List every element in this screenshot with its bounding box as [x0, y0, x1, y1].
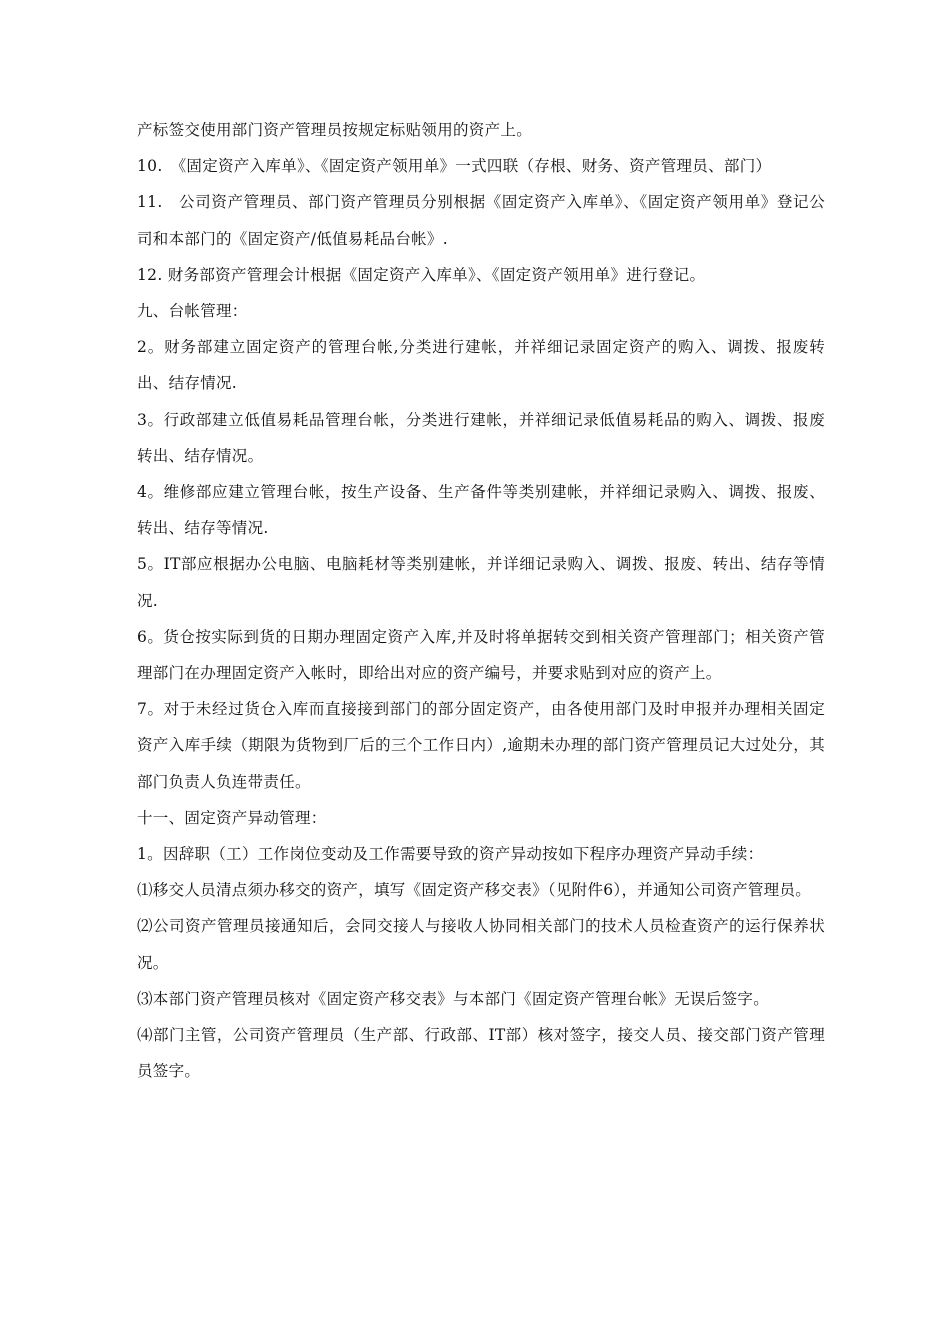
- paragraph-asset-label: 产标签交使用部门资产管理员按规定标贴领用的资产上。: [137, 121, 533, 139]
- paragraph-ledger-3: 3。行政部建立低值易耗品管理台帐，分类进行建帐，并祥细记录低值易耗品的购入、调拨、报废转出、结存情况。: [137, 410, 825, 465]
- section-heading-ledger: 九、台帐管理：: [137, 302, 248, 321]
- paragraph-item-11: 11. 公司资产管理员、部门资产管理员分别根据《固定资产入库单》、《固定资产领用单》登记公司和本部门的《固定资产/低值易耗品台帐》.: [137, 193, 825, 248]
- paragraph-ledger-7: 7。对于未经过货仓入库而直接接到部门的部分固定资产，由各使用部门及时申报并办理相关固定资产入库手续（期限为货物到厂后的三个工作日内）,逾期未办理的部门资产管理员记大过处分，其部门负责人负连带责任。: [137, 700, 825, 791]
- section-heading-asset-change: 十一、固定资产异动管理：: [137, 808, 327, 827]
- paragraph-change-step-4: ⑷部门主管，公司资产管理员（生产部、行政部、IT部）核对签字，接交人员、接交部门资产管理员签字。: [137, 1026, 825, 1081]
- paragraph-change-1: 1。因辞职（工）工作岗位变动及工作需要导致的资产异动按如下程序办理资产异动手续：: [137, 845, 764, 864]
- paragraph-change-step-2: ⑵公司资产管理员接通知后，会同交接人与接收人协同相关部门的技术人员检查资产的运行保养状况。: [137, 917, 825, 972]
- paragraph-change-step-3: ⑶本部门资产管理员核对《固定资产移交表》与本部门《固定资产管理台帐》无误后签字。: [137, 989, 770, 1008]
- paragraph-ledger-5: 5。IT部应根据办公电脑、电脑耗材等类别建帐，并详细记录购入、调拨、报废、转出、结存等情况.: [137, 555, 825, 610]
- paragraph-ledger-4: 4。维修部应建立管理台帐，按生产设备、生产备件等类别建帐，并祥细记录购入、调拨、报废、转出、结存等情况.: [137, 483, 825, 538]
- paragraph-item-10: 10. 《固定资产入库单》、《固定资产领用单》一式四联（存根、财务、资产管理员、部门）: [137, 157, 772, 176]
- paragraph-change-step-1: ⑴移交人员清点须办移交的资产，填写《固定资产移交表》（见附件6），并通知公司资产管理员。: [137, 881, 812, 900]
- document-body: [137, 112, 825, 1089]
- paragraph-ledger-2: 2。财务部建立固定资产的管理台帐,分类进行建帐，并祥细记录固定资产的购入、调拨、报废转出、结存情况.: [137, 338, 825, 393]
- paragraph-ledger-6: 6。货仓按实际到货的日期办理固定资产入库,并及时将单据转交到相关资产管理部门；相关资产管理部门在办理固定资产入帐时，即给出对应的资产编号，并要求贴到对应的资产上。: [137, 627, 825, 683]
- paragraph-item-12: 12. 财务部资产管理会计根据《固定资产入库单》、《固定资产领用单》进行登记。: [137, 265, 706, 284]
